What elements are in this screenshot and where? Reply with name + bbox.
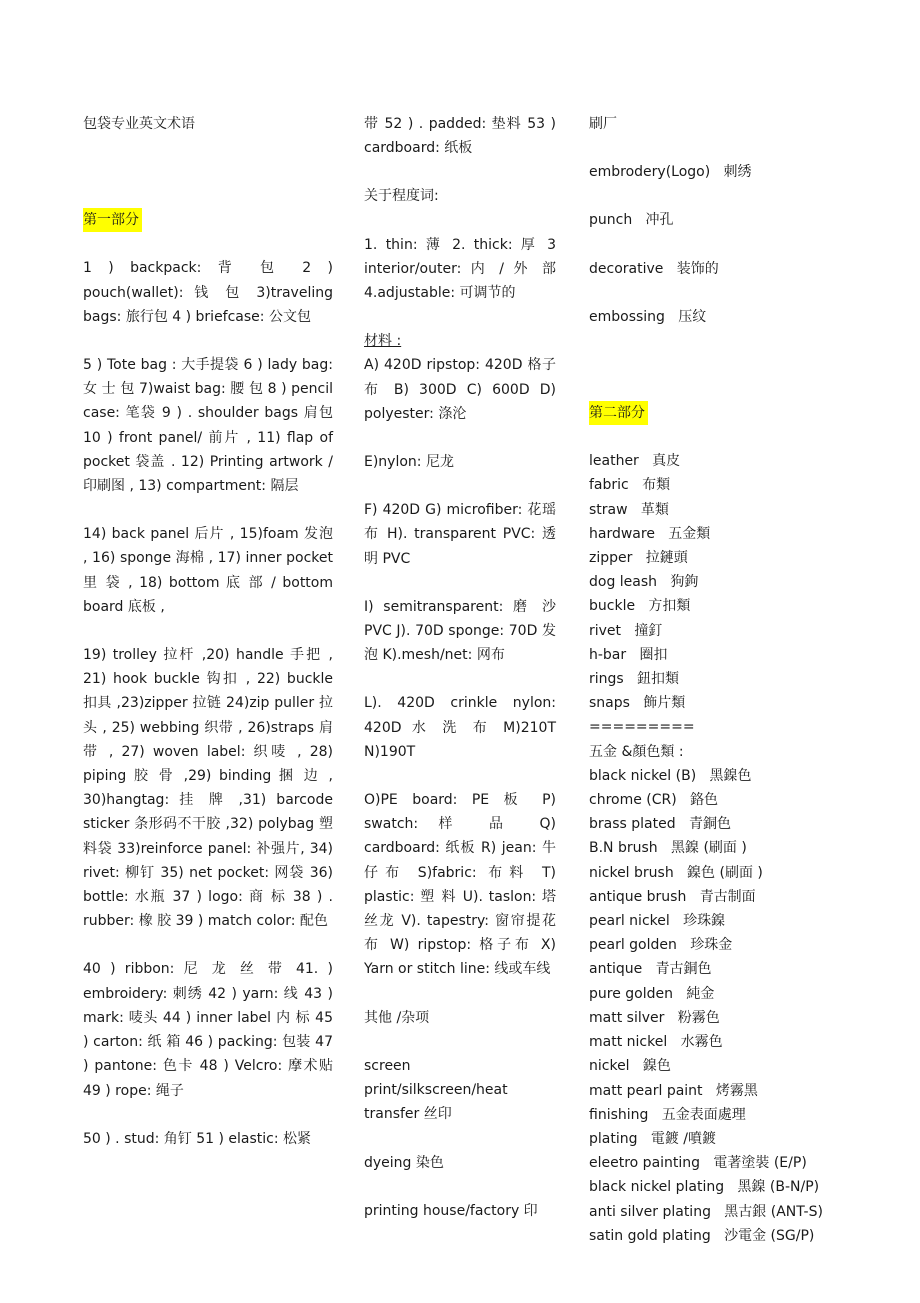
term-line: 五金 &顏色類 : xyxy=(589,743,684,760)
misc-heading: 其他 /杂项 xyxy=(364,1009,430,1026)
term-paragraph: 50 ) . stud: 角钉 51 ) elastic: 松紧 xyxy=(83,1130,312,1147)
term-paragraph: 19) trolley 拉杆 ,20) handle 手把 , 21) hook buckle 钩扣 , 22) buckle 扣具 ,23)zipper 拉链 24)zip puller 拉头 , 25) webbing 织带 , 26)straps 肩带 , 27) woven label: 织唛 , 28) piping 胶 骨 ,29) binding 捆 边 , 30)hangtag: 挂 牌 ,31) barcode sticker 条形码不干胶 ,32) polybag 塑料袋 33)reinforce panel: 补强片, 34) rivet: 柳钉 35) net pocket: 网袋 36) bottle: 水瓶 37 ) logo: 商 标 38 ) . rubber: 橡 胶 39 ) match color: 配色 xyxy=(83,647,333,930)
term-line: leather 真皮 xyxy=(589,453,681,470)
term-paragraph: 40 ) ribbon: 尼 龙 丝 带 41. ) embroidery: 刺绣 42 ) yarn: 线 43 ) mark: 唛头 44 ) inner label 内 标 45 ) carton: 纸 箱 46 ) packing: 包装 47 ) pantone: 色卡 48 ) Velcro: 摩术贴 49 ) rope: 绳子 xyxy=(83,961,333,1099)
column-1 xyxy=(83,112,333,1151)
material-heading-label: 材料 : xyxy=(364,333,402,350)
term-line: pearl golden 珍珠金 xyxy=(589,937,733,954)
degree-paragraph: 1. thin: 薄 2. thick: 厚 3 interior/outer: 内 / 外 部 4.adjustable: 可调节的 xyxy=(364,236,556,302)
term-line: antique brush 青古制面 xyxy=(589,888,756,905)
term-line: black nickel plating 黑鎳 (B-N/P) xyxy=(589,1179,820,1196)
material-paragraph: L). 420D crinkle nylon: 420D 水 洗 布 M)210T N)190T xyxy=(364,695,556,760)
term-line: rivet 撞釘 xyxy=(589,622,663,639)
term-line: antique 青古銅色 xyxy=(589,961,712,978)
degree-heading: 关于程度词: xyxy=(364,188,439,205)
term-line: ========= xyxy=(589,719,695,736)
term-line: pearl nickel 珍珠鎳 xyxy=(589,913,726,930)
document-title: 包袋专业英文术语 xyxy=(83,116,195,132)
section-2-label: 第二部分 xyxy=(589,401,648,425)
material-paragraph: E)nylon: 尼龙 xyxy=(364,454,454,471)
term-line: plating 電鍍 /噴鍍 xyxy=(589,1130,717,1147)
term-line: anti silver plating 黑古銀 (ANT-S) xyxy=(589,1203,823,1220)
term-paragraph: 14) back panel 后片 , 15)foam 发泡 , 16) sponge 海棉 , 17) inner pocket 里 袋 , 18) bottom 底 部 / bottom board 底板 , xyxy=(83,526,333,615)
term-line: eleetro painting 電著塗裝 (E/P) xyxy=(589,1155,807,1172)
term-line: h-bar 圈扣 xyxy=(589,646,668,663)
material-paragraph: O)PE board: PE 板 P) swatch: 样 品 Q) cardboard: 纸板 R) jean: 牛仔布 S)fabric: 布料 T) plastic: 塑 料 U). taslon: 塔丝龙 V). tapestry: 窗帘提花布 W) ripstop: 格子布 X) Yarn or stitch line: 线或车线 xyxy=(364,792,556,978)
term-line: chrome (CR) 鉻色 xyxy=(589,792,719,809)
term-line: matt nickel 水霧色 xyxy=(589,1034,723,1051)
term-line: punch 冲孔 xyxy=(589,212,674,229)
material-heading xyxy=(364,329,556,353)
term-line: buckle 方扣類 xyxy=(589,598,691,615)
term-line: decorative 装饰的 xyxy=(589,260,719,277)
section-1-label: 第一部分 xyxy=(83,208,142,232)
term-line: fabric 布類 xyxy=(589,477,671,494)
misc-paragraph: printing house/factory 印 xyxy=(364,1202,538,1219)
term-paragraph: 1 ) backpack: 背 包 2 ) pouch(wallet): 钱 包 3)traveling bags: 旅行包 4 ) briefcase: 公文包 xyxy=(83,260,333,325)
column-2 xyxy=(364,112,556,1223)
term-line: satin gold plating 沙電金 (SG/P) xyxy=(589,1227,815,1244)
term-line: embossing 压纹 xyxy=(589,308,707,325)
term-line: straw 革類 xyxy=(589,501,669,518)
term-line: B.N brush 黑鎳 (刷面 ) xyxy=(589,840,747,857)
term-line: matt silver 粉霧色 xyxy=(589,1009,720,1026)
term-line: brass plated 青銅色 xyxy=(589,816,731,833)
material-paragraph: F) 420D G) microfiber: 花瑶布 H). transparent PVC: 透明 PVC xyxy=(364,502,556,567)
material-paragraph: A) 420D ripstop: 420D 格子布 B) 300D C) 600D D) polyester: 涤沦 xyxy=(364,357,556,422)
term-line: nickel brush 鎳色 (刷面 ) xyxy=(589,864,763,881)
section-heading-part-1 xyxy=(83,208,333,232)
term-paragraph: 带 52 ) . padded: 垫料 53 ) cardboard: 纸板 xyxy=(364,116,556,157)
term-line: finishing 五金表面處理 xyxy=(589,1106,746,1123)
misc-paragraph: screen print/silkscreen/heat transfer 丝印 xyxy=(364,1057,508,1123)
term-line: 刷厂 xyxy=(589,116,617,132)
term-line: dog leash 狗鉤 xyxy=(589,574,699,591)
term-line: embrodery(Logo) 刺绣 xyxy=(589,164,752,181)
column-3 xyxy=(589,112,834,1248)
term-line: nickel 鎳色 xyxy=(589,1058,671,1075)
term-line: pure golden 純金 xyxy=(589,985,715,1002)
misc-paragraph: dyeing 染色 xyxy=(364,1154,444,1171)
term-line: hardware 五金類 xyxy=(589,525,711,542)
section-heading-part-2 xyxy=(589,401,834,425)
term-line: matt pearl paint 烤霧黑 xyxy=(589,1082,758,1099)
terms-list xyxy=(589,449,834,1248)
term-line: black nickel (B) 黑鎳色 xyxy=(589,767,752,784)
material-paragraph: I) semitransparent: 磨 沙 PVC J). 70D sponge: 70D 发泡 K).mesh/net: 网布 xyxy=(364,598,556,664)
term-line: zipper 拉鏈頭 xyxy=(589,550,688,567)
term-paragraph: 5 ) Tote bag : 大手提袋 6 ) lady bag: 女 士 包 7)waist bag: 腰 包 8 ) pencil case: 笔袋 9 ) . shoulder bags 肩包 10 ) front panel/ 前片 , 11) flap of pocket 袋盖 . 12) Printing artwork / 印刷图 , 13) compartment: 隔层 xyxy=(83,357,333,495)
term-line: snaps 飾片類 xyxy=(589,695,686,712)
term-line: rings 鈕扣類 xyxy=(589,671,680,688)
